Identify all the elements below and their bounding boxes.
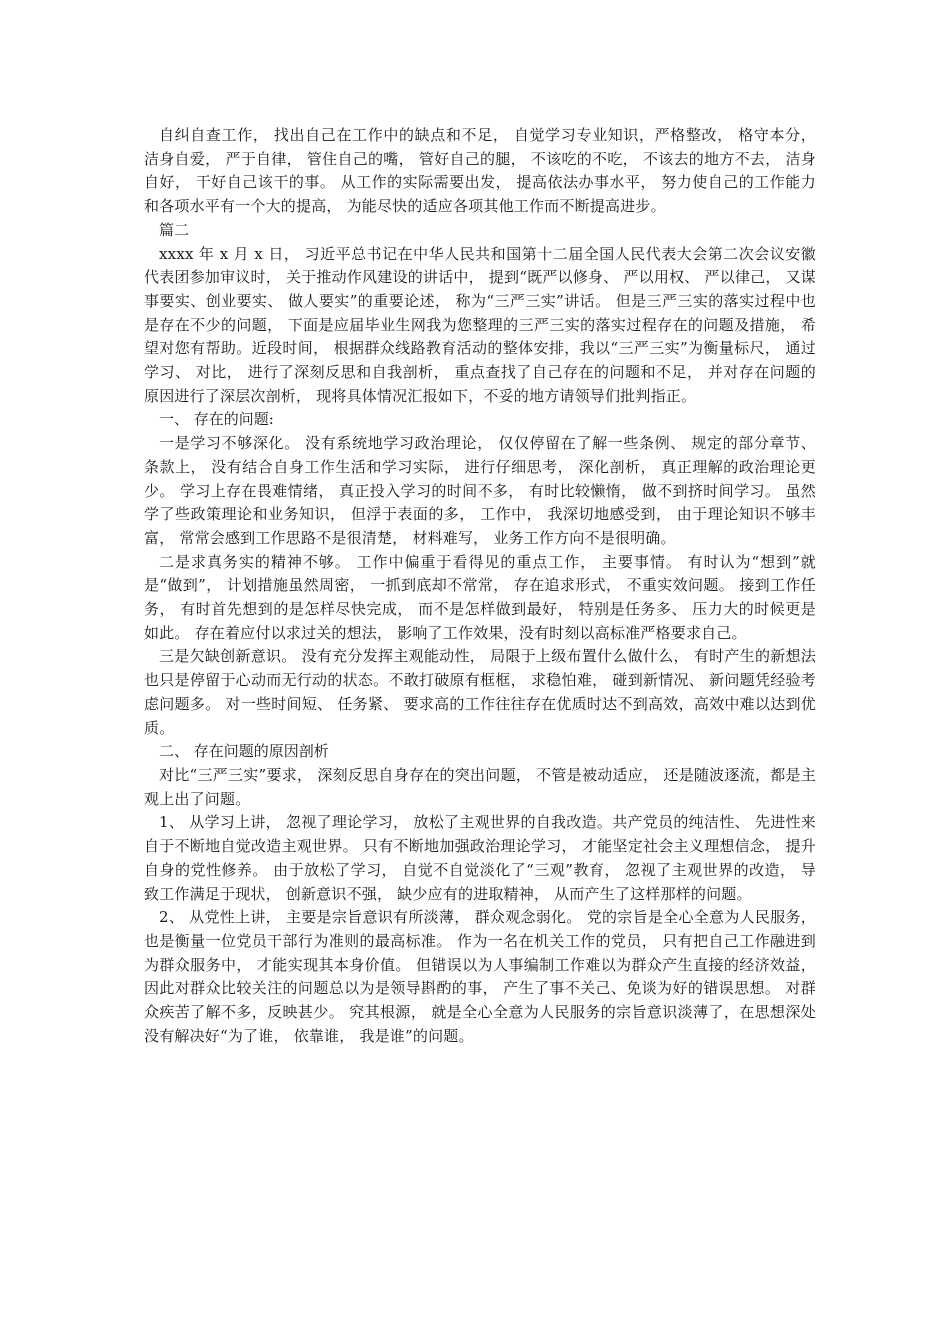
paragraph-problem-innovation: 三是欠缺创新意识。 没有充分发挥主观能动性， 局限于上级布置什么做什么， 有时产生的新想法也只是停留于心动而无行动的状态。不敢打破原有框框， 求稳怕难， 碰到新情况、 新问题凭经验考虑问题多。 对一些时间短、 任务紧、 要求高的工作往往存在优质时达不到高效，高效中难以达到优质。 [144, 647, 816, 737]
section-heading-cause-analysis: 二、 存在问题的原因剖析 [159, 742, 329, 761]
paragraph-problem-study: 一是学习不够深化。 没有系统地学习政治理论， 仅仅停留在了解一些条例、 规定的部分章节、 条款上， 没有结合自身工作生活和学习实际， 进行仔细思考， 深化剖析， 真正理解的政治理论更少。 学习上存在畏难情绪， 真正投入学习的时间不多， 有时比较懒惰， 做不到挤时间学习。 虽然学了些政策理论和业务知识， 但浮于表面的多， 工作中， 我深切地感受到， 由于理论知识不够丰富， 常常会感到工作思路不是很清楚， 材料难写， 业务工作方向不是很明确。 [144, 434, 816, 547]
paragraph-cause-study: 1、 从学习上讲， 忽视了理论学习， 放松了主观世界的自我改造。共产党员的纯洁性、 先进性来自于不断地自觉改造主观世界。 只有不断地加强政治理论学习， 才能坚定社会主义理想信念， 提升自身的党性修养。 由于放松了学习， 自觉不自觉淡化了“三观”教育， 忽视了主观世界的改造， 导致工作满足于现状， 创新意识不强， 缺少应有的进取精神， 从而产生了这样那样的问题。 [144, 813, 816, 903]
section-heading-existing-problems: 一、 存在的问题: [159, 410, 274, 429]
paragraph-cause-party-spirit: 2、 从党性上讲， 主要是宗旨意识有所淡薄， 群众观念弱化。 党的宗旨是全心全意为人民服务， 也是衡量一位党员干部行为准则的最高标准。 作为一名在机关工作的党员， 只有把自己工作融进到为群众服务中， 才能实现其本身价值。 但错误以为人事编制工作难以为群众产生直接的经济效益， 因此对群众比较关注的问题总以为是领导斟酌的事， 产生了事不关己、免谈为好的错误思想。 对群众疾苦了解不多，反映甚少。 究其根源， 就是全心全意为人民服务的宗旨意识淡薄了，在思想深处没有解决好“为了谁， 依靠谁， 我是谁”的问题。 [144, 908, 816, 1045]
paragraph-intro-three-stricts: xxxx 年 x 月 x 日， 习近平总书记在中华人民共和国第十二届全国人民代表大会第二次会议安徽代表团参加审议时， 关于推动作风建设的讲话中， 提到“既严以修身、 严以用权、 严以律己， 又谋事要实、创业要实、 做人要实”的重要论述， 称为“三严三实”讲话。 但是三严三实的落实过程中也是存在不少的问题， 下面是应届毕业生网我为您整理的三严三实的落实过程存在的问题及措施， 希望对您有帮助。近段时间， 根据群众线路教育活动的整体安排，我以“三严三实”为衡量标尺， 通过学习、 对比， 进行了深刻反思和自我剖析， 重点查找了自己存在的问题和不足， 并对存在问题的原因进行了深层次剖析， 现将具体情况汇报如下，不妥的地方请领导们批判指正。 [144, 244, 816, 405]
paragraph-problem-pragmatism: 二是求真务实的精神不够。 工作中偏重于看得见的重点工作， 主要事情。 有时认为“想到”就是“做到”， 计划措施虽然周密， 一抓到底却不常常， 存在追求形式， 不重实效问题。 接到工作任务， 有时首先想到的是怎样尽快完成， 而不是怎样做到最好， 特别是任务多、 压力大的时候更是如此。 存在着应付以求过关的想法， 影响了工作效果，没有时刻以高标准严格要求自己。 [144, 552, 816, 642]
paragraph-self-check: 自纠自查工作， 找出自己在工作中的缺点和不足， 自觉学习专业知识，严格整改， 格守本分， 洁身自爱， 严于自律， 管住自己的嘴， 管好自己的腿， 不该吃的不吃， 不该去的地方不去， 洁身自好， 干好自己该干的事。 从工作的实际需要出发， 提高依法办事水平， 努力使自己的工作能力和各项水平有一个大的提高， 为能尽快的适应各项其他工作而不断提高进步。 [144, 126, 816, 216]
section-heading-part-two: 篇二 [159, 220, 190, 239]
paragraph-cause-summary: 对比“三严三实”要求， 深刻反思自身存在的突出问题， 不管是被动适应， 还是随波逐流，都是主观上出了问题。 [144, 765, 816, 808]
document-page [144, 124, 816, 1048]
